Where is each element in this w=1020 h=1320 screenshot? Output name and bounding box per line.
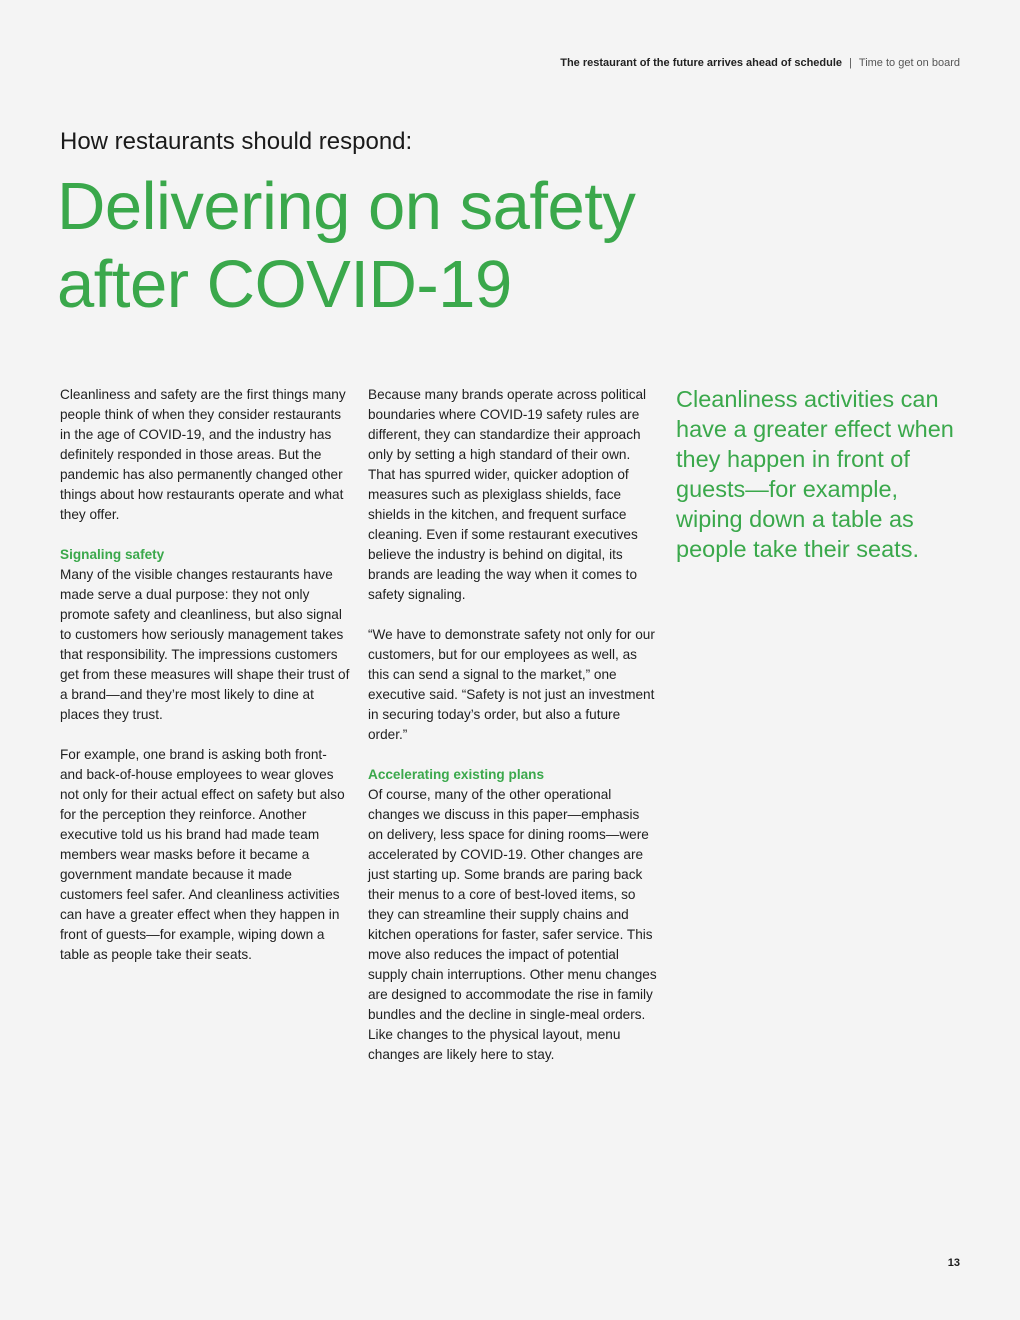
body-paragraph: Of course, many of the other operational changes we discuss in this paper—emphasis on delivery, less space for dining rooms—were accelerated by COVID-19. Other changes are just starting up. Some brands are paring back their menus to a core of best-loved items, so they can streamline their supply chains and kitchen operations for faster, safer service. This move also reduces the impact of potential supply chain interruptions. Other menu changes are designed to accommodate the rise in family bundles and the decline in single-meal orders. Like changes to the physical layout, menu changes are likely here to stay. — [368, 787, 657, 1062]
section-heading-signaling-safety: Signaling safety — [60, 547, 165, 562]
kicker-title: How restaurants should respond: — [60, 128, 413, 155]
section-heading-accelerating-plans: Accelerating existing plans — [368, 767, 545, 782]
intro-paragraph: Cleanliness and safety are the first things many people think of when they consider restaurants in the age of COVID-19, and the industry has definitely responded in those areas. But the pandemic has also permanently changed other things about how restaurants operate and what they offer. — [60, 387, 346, 522]
body-paragraph: Because many brands operate across political boundaries where COVID-19 safety rules are different, they can standardize their approach only by setting a high standard of their own. That has spurred wider, quicker adoption of measures such as plexiglass shields, face shields in the kitchen, and frequent surface cleaning. Even if some restaurant executives believe the industry is behind on digital, its brands are leading the way when it comes to safety signaling. — [368, 387, 647, 602]
running-header-separator: | — [849, 57, 852, 69]
running-header-section: Time to get on board — [858, 57, 960, 69]
executive-quote-paragraph: “We have to demonstrate safety not only for our customers, but for our employees as well, as this can send a signal to the market,” one executive said. “Safety is not just an investment in securing today’s order, but also a future order.” — [368, 627, 655, 742]
body-column-2 — [368, 385, 658, 1085]
page-title-line-1: Delivering on safety — [57, 169, 636, 244]
page-number: 13 — [947, 1257, 960, 1269]
pull-quote: Cleanliness activities can have a greater effect when they happen in front of guests—for example, wiping down a table as people take their seats. — [676, 386, 954, 562]
page-title-line-2: after COVID-19 — [57, 247, 512, 322]
body-paragraph: For example, one brand is asking both front- and back-of-house employees to wear gloves not only for their actual effect on safety but also for the perception they reinforce. Another executive told us his brand had made team members wear masks before it became a government mandate because it made customers feel safer. And cleanliness activities can have a greater effect when they happen in front of guests—for example, wiping down a table as people take their seats. — [60, 747, 345, 962]
body-paragraph: Many of the visible changes restaurants have made serve a dual purpose: they not only promote safety and cleanliness, but also signal to customers how seriously management takes that responsibility. The impressions customers get from these measures will shape their trust of a brand—and they’re most likely to dine at places they trust. — [60, 567, 350, 722]
page-title — [57, 168, 757, 324]
body-column-1 — [60, 385, 350, 985]
running-header — [560, 57, 960, 69]
running-header-doc-title: The restaurant of the future arrives ahead of schedule — [560, 57, 843, 69]
